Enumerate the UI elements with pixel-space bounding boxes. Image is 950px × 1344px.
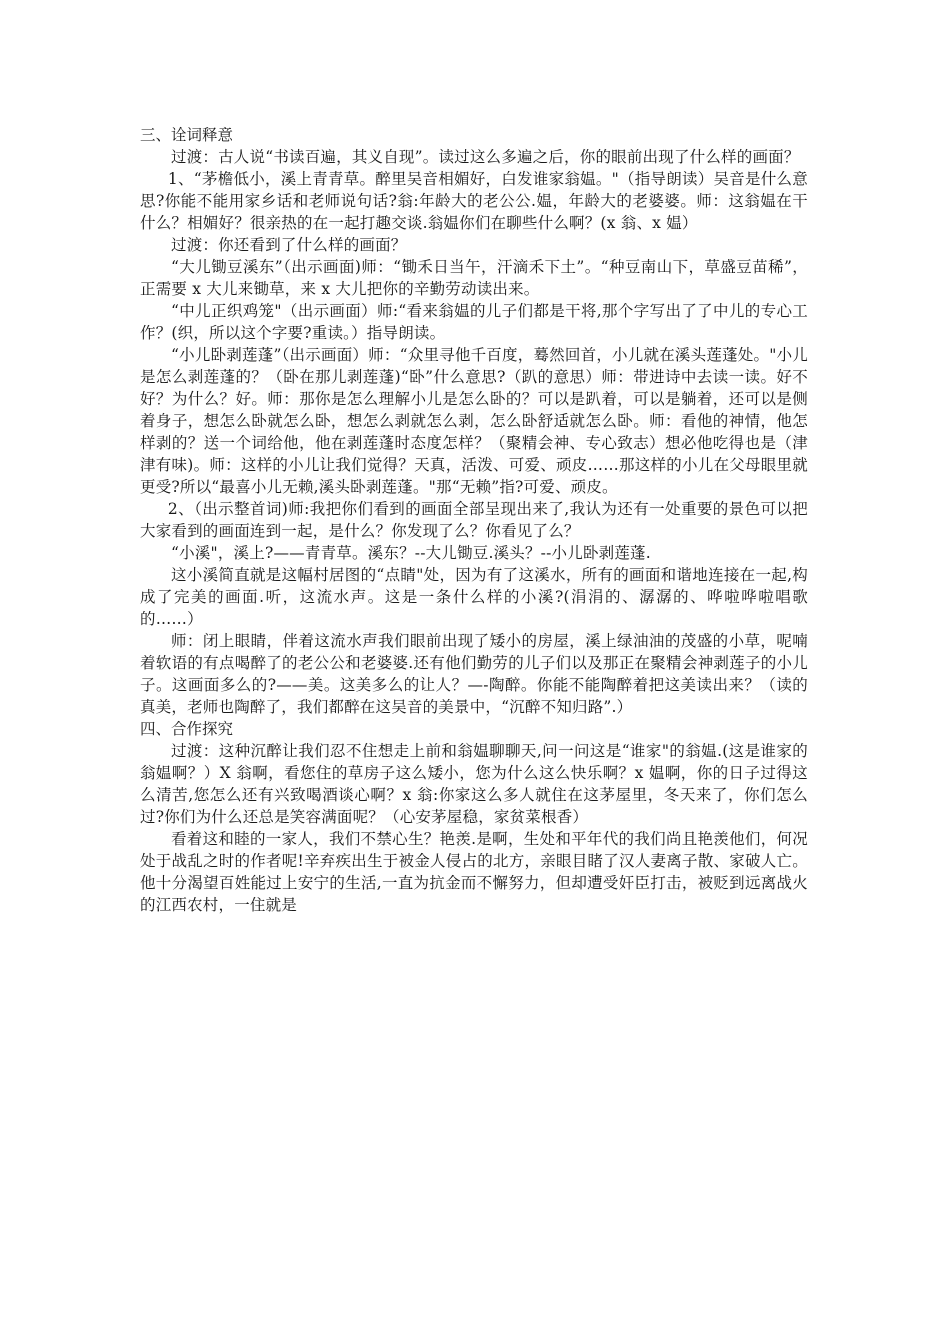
- document-page: [140, 124, 808, 916]
- paragraph: 过渡：这种沉醉让我们忍不住想走上前和翁媪聊聊天,问一问这是“谁家"的翁媪.(这是谁家的翁媪啊？）X 翁啊，看您住的草房子这么矮小，您为什么这么快乐啊？x 媪啊，你的日子过得这么清苦,您怎么还有兴致喝酒谈心啊？x 翁:你家这么多人就住在这茅屋里，冬天来了，你们怎么过?你们为什么还总是笑容满面呢？（心安茅屋稳，家贫菜根香）: [140, 742, 808, 826]
- paragraph: 这小溪简直就是这幅村居图的“点睛"处，因为有了这溪水，所有的画面和谐地连接在一起,构成了完美的画面.听，这流水声。这是一条什么样的小溪?(涓涓的、潺潺的、哗啦哗啦唱歌的……）: [140, 566, 808, 628]
- paragraph: “小溪"，溪上?——青青草。溪东？--大儿锄豆.溪头？--小儿卧剥莲蓬.: [171, 544, 651, 562]
- paragraph: 师：闭上眼睛，伴着这流水声我们眼前出现了矮小的房屋，溪上绿油油的茂盛的小草，呢喃着软语的有点喝醉了的老公公和老婆婆.还有他们勤劳的儿子们以及那正在聚精会神剥莲子的小儿子。这画面多么的?——美。这美多么的让人？—-陶醉。你能不能陶醉着把这美读出来？（读的真美，老师也陶醉了，我们都醉在这吴音的美景中，“沉醉不知归路”.）: [140, 632, 808, 716]
- section-heading-4: 四、合作探究: [140, 720, 234, 738]
- paragraph: 2、（出示整首词)师:我把你们看到的画面全部呈现出来了,我认为还有一处重要的景色可以把大家看到的画面连到一起，是什么？你发现了么？你看见了么？: [140, 500, 808, 540]
- paragraph: 1、“茅檐低小，溪上青青草。醉里吴音相媚好，白发谁家翁媪。"（指导朗读）吴音是什么意思?你能不能用家乡话和老师说句话?翁:年龄大的老公公.媪，年龄大的老婆婆。师：这翁媪在干什么？相媚好？很亲热的在一起打趣交谈.翁媪你们在聊些什么啊？(x 翁、x 媪）: [140, 170, 808, 232]
- paragraph: 过渡：你还看到了什么样的画面？: [171, 236, 407, 254]
- paragraph: 过渡：古人说“书读百遍，其义自现”。读过这么多遍之后，你的眼前出现了什么样的画面？: [171, 148, 800, 166]
- paragraph: 看着这和睦的一家人，我们不禁心生？艳羡.是啊，生处和平年代的我们尚且艳羡他们，何况处于战乱之时的作者呢!辛弃疾出生于被金人侵占的北方，亲眼目睹了汉人妻离子散、家破人亡。他十分渴望百姓能过上安宁的生活,一直为抗金而不懈努力，但却遭受奸臣打击，被贬到远离战火的江西农村，一住就是: [140, 830, 808, 914]
- paragraph: “大儿锄豆溪东”（出示画面)师：“锄禾日当午，汗滴禾下土”。“种豆南山下，草盛豆苗稀”，正需要 x 大儿来锄草，来 x 大儿把你的辛勤劳动读出来。: [140, 258, 808, 298]
- paragraph: “小儿卧剥莲蓬”（出示画面）师：“众里寻他千百度，蓦然回首，小儿就在溪头莲蓬处。"小儿是怎么剥莲蓬的？（卧在那儿剥莲蓬)“卧”什么意思?（趴的意思）师：带进诗中去读一读。好不好？为什么？好。师：那你是怎么理解小儿是怎么卧的？可以是趴着，可以是躺着，还可以是侧着身子，想怎么卧就怎么卧，想怎么剥就怎么剥，怎么卧舒适就怎么卧。师：看他的神情，他怎样剥的？送一个词给他，他在剥莲蓬时态度怎样？（聚精会神、专心致志）想必他吃得也是（津津有味)。师：这样的小儿让我们觉得？天真，活泼、可爱、顽皮……那这样的小儿在父母眼里就更受?所以“最喜小儿无赖,溪头卧剥莲蓬。"那“无赖”指?可爱、顽皮。: [140, 346, 808, 496]
- paragraph: “中儿正织鸡笼"（出示画面）师:“看来翁媪的儿子们都是干将,那个字写出了了中儿的专心工作？(织，所以这个字要?重读。）指导朗读。: [140, 302, 808, 342]
- section-heading-3: 三、诠词释意: [140, 126, 234, 144]
